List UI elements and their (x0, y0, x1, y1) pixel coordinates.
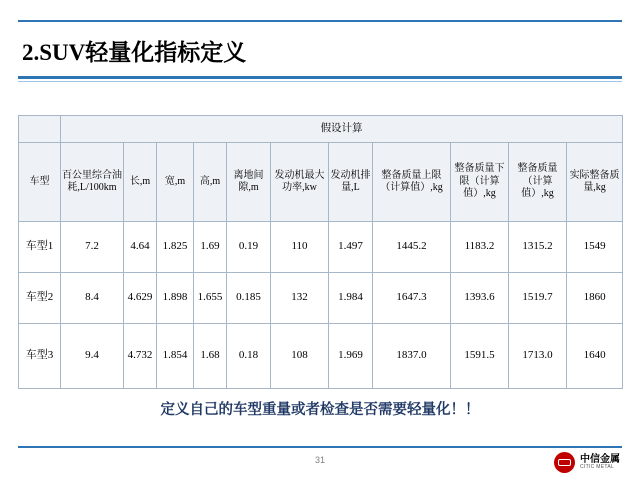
cell-mass-actual: 1549 (567, 222, 623, 273)
band-header-spacer (19, 116, 61, 143)
cell-fuel: 8.4 (61, 273, 124, 324)
col-header-width: 宽,m (157, 143, 194, 222)
table-row (19, 324, 623, 389)
cell-length: 4.732 (124, 324, 157, 389)
cell-mass-calc: 1519.7 (509, 273, 567, 324)
col-header-clearance: 离地间隙,m (227, 143, 271, 222)
col-header-mass-upper: 整备质量上限（计算值）,kg (373, 143, 451, 222)
company-logo (554, 452, 620, 473)
cell-height: 1.655 (194, 273, 227, 324)
page-number: 31 (314, 455, 325, 465)
title-underline (18, 76, 622, 79)
cell-fuel: 9.4 (61, 324, 124, 389)
bottom-accent-bar (18, 446, 622, 448)
cell-power: 108 (271, 324, 329, 389)
table-row (19, 273, 623, 324)
title-underline-secondary (18, 81, 622, 82)
col-header-displacement: 发动机排量,L (329, 143, 373, 222)
cell-mass-lower: 1183.2 (451, 222, 509, 273)
cell-mass-actual: 1860 (567, 273, 623, 324)
cell-height: 1.68 (194, 324, 227, 389)
cell-fuel: 7.2 (61, 222, 124, 273)
cell-mass-lower: 1393.6 (451, 273, 509, 324)
table-row (19, 222, 623, 273)
cell-power: 132 (271, 273, 329, 324)
col-header-fuel: 百公里综合油耗,L/100km (61, 143, 124, 222)
cell-clearance: 0.19 (227, 222, 271, 273)
cell-height: 1.69 (194, 222, 227, 273)
citic-logo-icon (554, 452, 575, 473)
logo-name-en: CITIC METAL (580, 464, 615, 471)
cell-width: 1.854 (157, 324, 194, 389)
cell-mass-lower: 1591.5 (451, 324, 509, 389)
top-accent-bar (18, 20, 622, 22)
col-header-height: 高,m (194, 143, 227, 222)
cell-width: 1.898 (157, 273, 194, 324)
page-title: 2.SUV轻量化指标定义 (22, 40, 247, 65)
logo-name-cn: 中信金属 (580, 453, 620, 465)
cell-mass-upper: 1445.2 (373, 222, 451, 273)
cell-displacement: 1.969 (329, 324, 373, 389)
summary-note: 定义自己的车型重量或者检查是否需要轻量化！！ (160, 402, 480, 418)
cell-width: 1.825 (157, 222, 194, 273)
cell-mass-actual: 1640 (567, 324, 623, 389)
col-header-mass-lower: 整备质量下限（计算值）,kg (451, 143, 509, 222)
cell-clearance: 0.185 (227, 273, 271, 324)
data-table-container (18, 115, 622, 389)
cell-displacement: 1.984 (329, 273, 373, 324)
logo-text-block (580, 455, 620, 471)
cell-displacement: 1.497 (329, 222, 373, 273)
col-header-mass-actual: 实际整备质量,kg (567, 143, 623, 222)
band-header-label: 假设计算 (61, 116, 623, 143)
cell-length: 4.64 (124, 222, 157, 273)
cell-mass-calc: 1713.0 (509, 324, 567, 389)
col-header-model: 车型 (19, 143, 61, 222)
cell-model: 车型3 (19, 324, 61, 389)
table-band-header-row (19, 116, 623, 143)
cell-clearance: 0.18 (227, 324, 271, 389)
cell-model: 车型1 (19, 222, 61, 273)
cell-mass-calc: 1315.2 (509, 222, 567, 273)
cell-power: 110 (271, 222, 329, 273)
col-header-power: 发动机最大功率,kw (271, 143, 329, 222)
cell-model: 车型2 (19, 273, 61, 324)
table-header-row (19, 143, 623, 222)
col-header-mass-calc: 整备质量（计算值）,kg (509, 143, 567, 222)
col-header-length: 长,m (124, 143, 157, 222)
lightweight-index-table (18, 115, 623, 389)
cell-length: 4.629 (124, 273, 157, 324)
cell-mass-upper: 1647.3 (373, 273, 451, 324)
cell-mass-upper: 1837.0 (373, 324, 451, 389)
